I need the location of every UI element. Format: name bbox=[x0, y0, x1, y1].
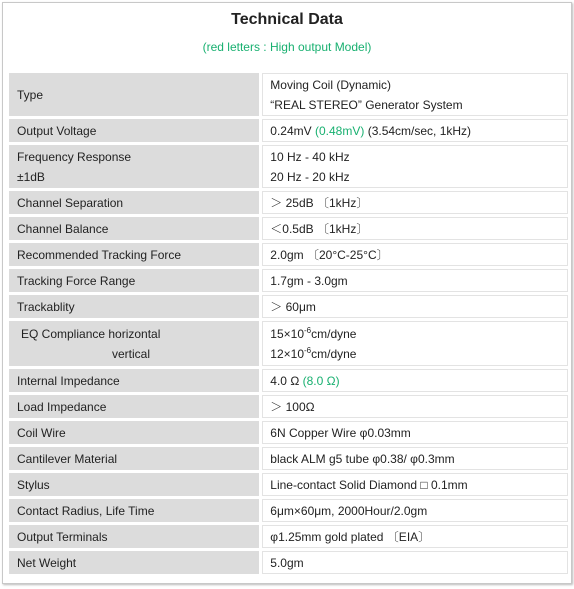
spec-label-line: Frequency Response bbox=[17, 149, 132, 164]
spec-label: Internal Impedance bbox=[9, 369, 259, 392]
compliance-exponent: -6 bbox=[304, 345, 312, 355]
spec-value bbox=[262, 321, 568, 366]
value-standard: 4.0 Ω bbox=[270, 373, 303, 388]
spec-label: Net Weight bbox=[9, 551, 259, 574]
table-row bbox=[9, 447, 568, 470]
spec-label: Contact Radius, Life Time bbox=[9, 499, 259, 522]
table-row bbox=[9, 421, 568, 444]
table-row bbox=[9, 473, 568, 496]
compliance-base: 15×10 bbox=[270, 326, 304, 341]
table-row bbox=[9, 499, 568, 522]
spec-label: Coil Wire bbox=[9, 421, 259, 444]
spec-label: Cantilever Material bbox=[9, 447, 259, 470]
value-high-output: (0.48mV) bbox=[315, 123, 365, 138]
spec-value: black ALM g5 tube φ0.38/ φ0.3mm bbox=[262, 447, 568, 470]
spec-label: Load Impedance bbox=[9, 395, 259, 418]
spec-label: Tracking Force Range bbox=[9, 269, 259, 292]
table-row bbox=[9, 369, 568, 392]
spec-value: ＞ 25dB 〔1kHz〕 bbox=[262, 191, 568, 214]
spec-label: Stylus bbox=[9, 473, 259, 496]
spec-label-line: vertical bbox=[112, 346, 151, 361]
spec-label: Output Voltage bbox=[9, 119, 259, 142]
spec-value: 6N Copper Wire φ0.03mm bbox=[262, 421, 568, 444]
spec-value bbox=[262, 145, 568, 188]
spec-value: ＜0.5dB 〔1kHz〕 bbox=[262, 217, 568, 240]
spec-value-line: 10 Hz - 40 kHz bbox=[270, 149, 350, 164]
spec-label: Recommended Tracking Force bbox=[9, 243, 259, 266]
spec-value-line bbox=[270, 344, 567, 364]
table-row bbox=[9, 295, 568, 318]
spec-value-line: Moving Coil (Dynamic) bbox=[270, 77, 391, 92]
compliance-base: 12×10 bbox=[270, 346, 304, 361]
spec-value: ＞ 100Ω bbox=[262, 395, 568, 418]
value-high-output: (8.0 Ω) bbox=[302, 373, 340, 388]
value-standard: 0.24mV bbox=[270, 123, 315, 138]
table-row bbox=[9, 525, 568, 548]
compliance-unit: cm/dyne bbox=[311, 326, 357, 341]
spec-value: ＞ 60μm bbox=[262, 295, 568, 318]
spec-label: Channel Balance bbox=[9, 217, 259, 240]
spec-value bbox=[262, 369, 568, 392]
value-condition: (3.54cm/sec, 1kHz) bbox=[364, 123, 472, 138]
spec-value-line: “REAL STEREO” Generator System bbox=[270, 97, 463, 112]
spec-value bbox=[262, 73, 568, 116]
spec-label: Type bbox=[9, 73, 259, 116]
table-row bbox=[9, 269, 568, 292]
spec-value bbox=[262, 119, 568, 142]
table-row bbox=[9, 551, 568, 574]
spec-label bbox=[9, 145, 259, 188]
spec-label: Output Terminals bbox=[9, 525, 259, 548]
compliance-exponent: -6 bbox=[304, 325, 312, 335]
spec-label bbox=[9, 321, 259, 366]
spec-table bbox=[6, 70, 571, 577]
page-title: Technical Data bbox=[231, 11, 343, 28]
table-row bbox=[9, 119, 568, 142]
spec-label: Trackablity bbox=[9, 295, 259, 318]
table-row bbox=[9, 217, 568, 240]
table-row bbox=[9, 73, 568, 116]
table-row bbox=[9, 145, 568, 188]
spec-value: 6μm×60μm, 2000Hour/2.0gm bbox=[262, 499, 568, 522]
spec-value: 2.0gm 〔20°C-25°C〕 bbox=[262, 243, 568, 266]
spec-value-line: 20 Hz - 20 kHz bbox=[270, 169, 350, 184]
spec-value-line bbox=[270, 324, 567, 344]
table-row bbox=[9, 191, 568, 214]
table-row bbox=[9, 395, 568, 418]
spec-label: Channel Separation bbox=[9, 191, 259, 214]
spec-value: 5.0gm bbox=[262, 551, 568, 574]
technical-data-panel bbox=[2, 2, 572, 584]
spec-value: Line-contact Solid Diamond □ 0.1mm bbox=[262, 473, 568, 496]
spec-value: φ1.25mm gold plated 〔EIA〕 bbox=[262, 525, 568, 548]
subtitle-note: (red letters : High output Model) bbox=[202, 40, 372, 54]
table-row bbox=[9, 243, 568, 266]
compliance-unit: cm/dyne bbox=[311, 346, 357, 361]
spec-label-line: EQ Compliance horizontal bbox=[21, 326, 161, 341]
spec-label-line: ±1dB bbox=[17, 169, 45, 184]
spec-value: 1.7gm - 3.0gm bbox=[262, 269, 568, 292]
table-row bbox=[9, 321, 568, 366]
